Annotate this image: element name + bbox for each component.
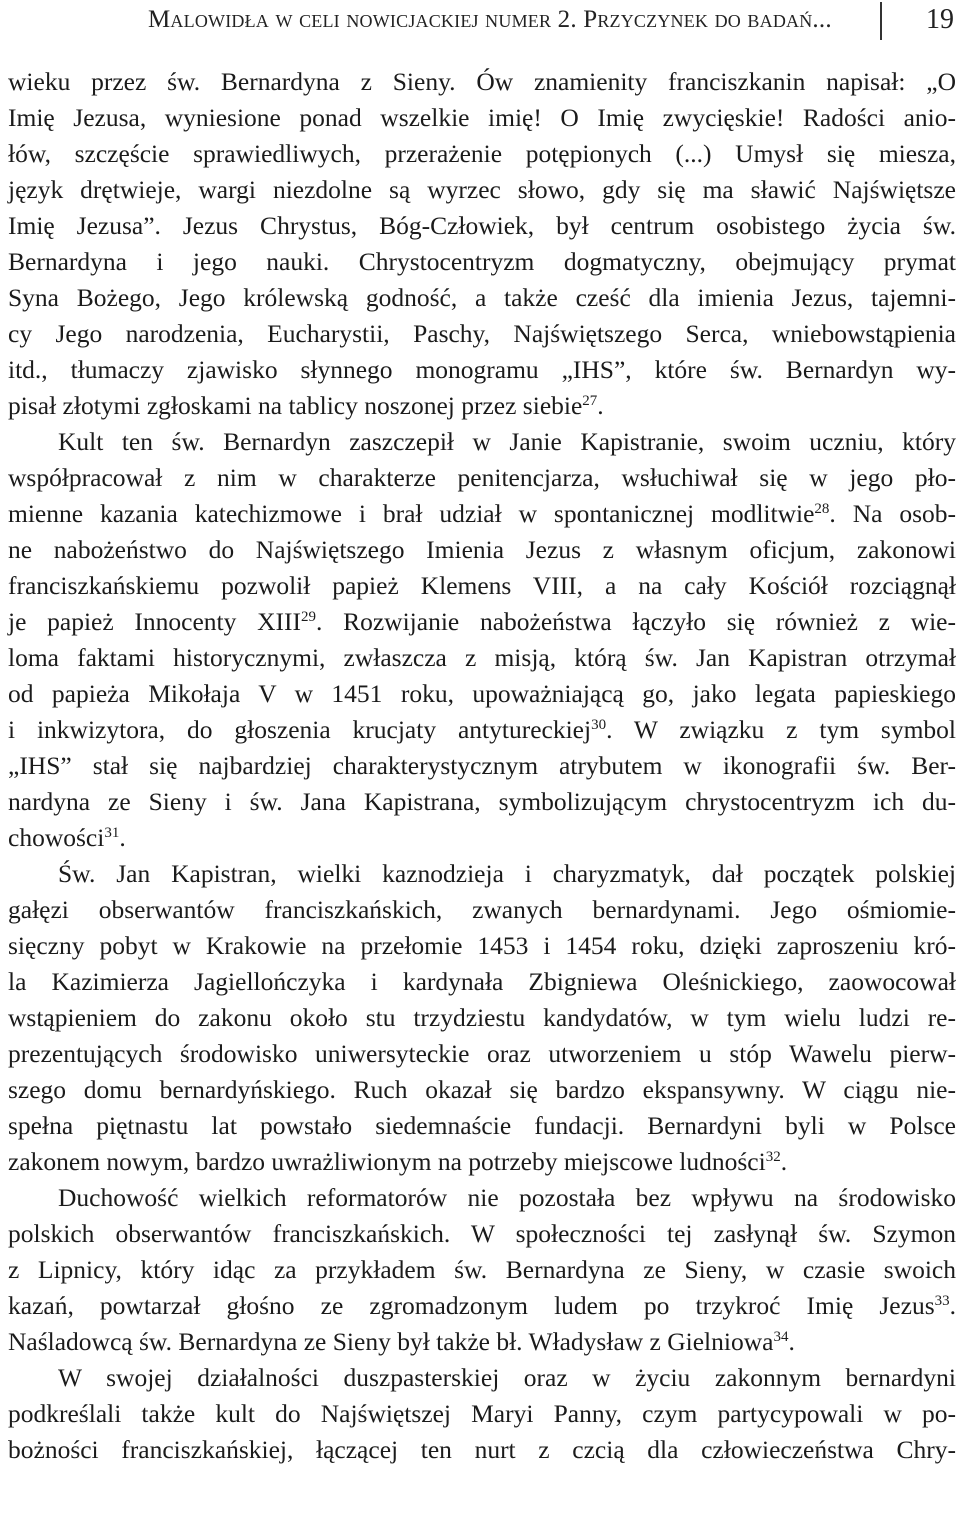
line-text: Św. Jan Kapistran, wielki kaznodzieja i charyzmatyk, dał początek polskiej [58, 859, 956, 888]
text-line [8, 352, 956, 388]
text-line [8, 820, 956, 856]
text-line [8, 532, 956, 568]
line-text: bożności franciszkańskiej, łączącej ten nurt z czcią dla człowieczeństwa Chry- [8, 1435, 956, 1464]
line-text: Kult ten św. Bernardyn zaszczepił w Janie Kapistranie, swoim uczniu, który [58, 427, 956, 456]
line-text: gałęzi obserwantów franciszkańskich, zwanych bernardynami. Jego ośmiomie- [8, 895, 956, 924]
text-line [8, 1180, 956, 1216]
text-line [8, 892, 956, 928]
line-text-after-footnote: . [119, 823, 126, 852]
text-line [8, 1216, 956, 1252]
text-line [8, 1360, 956, 1396]
line-text: od papieża Mikołaja V w 1451 roku, upoważniającą go, jako legata papieskiego [8, 679, 956, 708]
text-line [8, 280, 956, 316]
text-line [8, 784, 956, 820]
text-line [8, 1072, 956, 1108]
text-line [8, 676, 956, 712]
line-text: kazań, powtarzał głośno ze zgromadzonym ludem po trzykroć Imię Jezus [8, 1291, 935, 1320]
footnote-marker: 31 [104, 825, 120, 841]
line-text-after-footnote: . Na osob- [829, 499, 956, 528]
footnote-marker: 34 [773, 1329, 789, 1345]
text-line [8, 1396, 956, 1432]
text-line [8, 604, 956, 640]
line-text: współpracował z nim w charakterze penitencjarza, wsłuchiwał się w jego pło- [8, 463, 956, 492]
line-text: wstąpieniem do zakonu około stu trzydziestu kandydatów, w tym wielu ludzi re- [8, 1003, 956, 1032]
line-text: cy Jego narodzenia, Eucharystii, Paschy, Najświętszego Serca, wniebowstąpienia [8, 319, 956, 348]
line-text: Bernardyna i jego nauki. Chrystocentryzm dogmatyczny, obejmujący prymat [8, 247, 956, 276]
line-text: nardyna ze Sieny i św. Jana Kapistrana, symbolizującym chrystocentryzm ich du- [8, 787, 956, 816]
text-line [8, 424, 956, 460]
line-text: podkreślali także kult do Najświętszej Maryi Panny, czym partycypowali w po- [8, 1399, 956, 1428]
text-line [8, 244, 956, 280]
text-line [8, 928, 956, 964]
line-text: je papież Innocenty XIII [8, 607, 301, 636]
line-text-after-footnote: . [597, 391, 604, 420]
line-text: loma faktami historycznymi, zwłaszcza z misją, którą św. Jan Kapistran otrzymał [8, 643, 956, 672]
line-text: zakonem nowym, bardzo uwrażliwionym na potrzeby miejscowe ludności [8, 1147, 766, 1176]
line-text: ne nabożeństwo do Najświętszego Imienia Jezus z własnym oficjum, zakonowi [8, 535, 956, 564]
footnote-marker: 28 [814, 501, 830, 517]
header-divider [880, 2, 882, 40]
text-line [8, 1144, 956, 1180]
line-text-after-footnote: . Rozwijanie nabożeństwa łączyło się również z wie- [315, 607, 956, 636]
text-line [8, 316, 956, 352]
line-text: Naśladowcą św. Bernardyna ze Sieny był także bł. Władysław z Gielniowa [8, 1327, 774, 1356]
line-text: Duchowość wielkich reformatorów nie pozostała bez wpływu na środowisko [58, 1183, 956, 1212]
line-text: Imię Jezusa, wyniesione ponad wszelkie imię! O Imię zwycięskie! Radości anio- [8, 103, 956, 132]
line-text-after-footnote: . W związku z tym symbol [606, 715, 956, 744]
footnote-marker: 30 [591, 717, 607, 733]
text-line [8, 568, 956, 604]
footnote-marker: 33 [934, 1293, 950, 1309]
text-line [8, 1036, 956, 1072]
text-line [8, 208, 956, 244]
text-line [8, 1252, 956, 1288]
line-text: la Kazimierza Jagiellończyka i kardynała Zbigniewa Oleśnickiego, zaowocował [8, 967, 956, 996]
line-text: mienne kazania katechizmowe i brał udział w spontanicznej modlitwie [8, 499, 815, 528]
line-text: itd., tłumaczy zjawisko słynnego monogramu „IHS”, które św. Bernardyn wy- [8, 355, 956, 384]
text-line [8, 1288, 956, 1324]
footnote-marker: 29 [300, 609, 316, 625]
text-line [8, 388, 956, 424]
page-number: 19 [926, 4, 954, 35]
line-text-after-footnote: . [780, 1147, 788, 1176]
line-text: łów, szczęście sprawiedliwych, przerażenie potępionych (...) Umysł się miesza, [8, 139, 956, 168]
line-text: polskich obserwantów franciszkańskich. W społeczności tej zasłynął św. Szymon [8, 1219, 956, 1248]
line-text: Imię Jezusa”. Jezus Chrystus, Bóg-Człowiek, był centrum osobistego życia św. [8, 211, 956, 240]
text-line [8, 964, 956, 1000]
line-text: wieku przez św. Bernardyna z Sieny. Ów znamienity franciszkanin napisał: „O [8, 67, 956, 96]
text-line [8, 1000, 956, 1036]
line-text: chowości [8, 823, 105, 852]
running-header [0, 0, 960, 60]
line-text: pisał złotymi zgłoskami na tablicy noszonej przez siebie [8, 391, 583, 420]
footnote-marker: 27 [582, 393, 598, 409]
text-line [8, 712, 956, 748]
text-line [8, 1108, 956, 1144]
text-line [8, 1324, 956, 1360]
line-text: Syna Bożego, Jego królewską godność, a także cześć dla imienia Jezus, tajemni- [8, 283, 956, 312]
text-line [8, 172, 956, 208]
text-line [8, 496, 956, 532]
line-text: język drętwieje, wargi niezdolne są wyrzec słowo, gdy się ma sławić Najświętsze [8, 175, 956, 204]
text-line [8, 64, 956, 100]
body-text [8, 64, 956, 1468]
line-text: franciszkańskiemu pozwolił papież Klemens VIII, a na cały Kościół rozciągnął [8, 571, 956, 600]
text-line [8, 1432, 956, 1468]
line-text-after-footnote: . [949, 1291, 956, 1320]
line-text: szego domu bernardyńskiego. Ruch okazał się bardzo ekspansywny. W ciągu nie- [8, 1075, 956, 1104]
text-line [8, 748, 956, 784]
line-text: „IHS” stał się najbardziej charakterystycznym atrybutem w ikonografii św. Ber- [8, 751, 956, 780]
line-text: prezentujących środowisko uniwersyteckie oraz utworzeniem u stóp Wawelu pierw- [8, 1039, 956, 1068]
text-line [8, 460, 956, 496]
line-text-after-footnote: . [788, 1327, 795, 1356]
text-line [8, 136, 956, 172]
text-line [8, 100, 956, 136]
line-text: z Lipnicy, który idąc za przykładem św. Bernardyna ze Sieny, w czasie swoich [8, 1255, 956, 1284]
line-text: W swojej działalności duszpasterskiej oraz w życiu zakonnym bernardyni [58, 1363, 956, 1392]
line-text: spełna piętnastu lat powstało siedemnaście fundacji. Bernardyni byli w Polsce [8, 1111, 956, 1140]
text-line [8, 856, 956, 892]
line-text: i inkwizytora, do głoszenia krucjaty antytureckiej [8, 715, 592, 744]
text-line [8, 640, 956, 676]
line-text: sięczny pobyt w Krakowie na przełomie 1453 i 1454 roku, dzięki zaproszeniu kró- [8, 931, 956, 960]
footnote-marker: 32 [765, 1149, 781, 1165]
running-title: Malowidła w celi nowicjackiej numer 2. Przyczynek do badań... [148, 6, 832, 33]
